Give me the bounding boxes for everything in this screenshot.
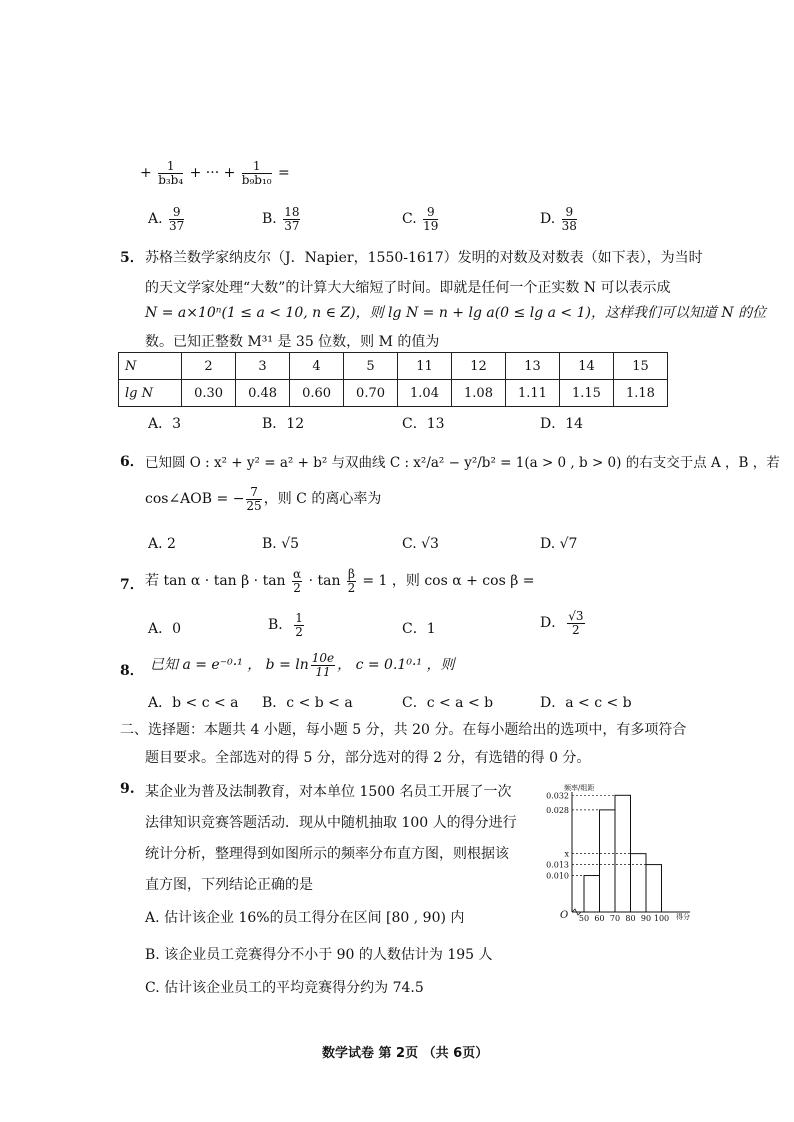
q9-option-b[interactable]: B. 该企业员工竞赛得分不小于 90 的人数估计为 195 人 xyxy=(145,947,493,963)
table-row-n xyxy=(119,353,668,380)
x-tick-label: 50 xyxy=(578,914,590,923)
section-2-line-2: 题目要求。全部选对的得 5 分，部分选对的得 2 分，有选错的得 0 分。 xyxy=(145,750,591,766)
table-cell: 0.70 xyxy=(344,380,398,407)
table-cell: 1.04 xyxy=(398,380,452,407)
y-tick-label: 0.028 xyxy=(546,805,569,815)
q4-option-c[interactable]: C. $\frac{9}{19}$ xyxy=(402,205,439,233)
x-tick-label: 100 xyxy=(653,914,670,923)
table-cell: 1.15 xyxy=(559,380,613,407)
table-cell: 0.48 xyxy=(236,380,290,407)
table-cell: 1.18 xyxy=(613,380,667,407)
q5-option-a[interactable]: A．3 xyxy=(148,416,182,432)
table-cell: 3 xyxy=(236,353,290,380)
table-cell: 12 xyxy=(452,353,506,380)
q8-number: 8． xyxy=(120,663,144,679)
q5-line-4: 数。已知正整数 M³¹ 是 35 位数，则 M 的值为 xyxy=(145,334,440,350)
q4-option-b[interactable]: B. $\frac{18}{37}$ xyxy=(262,205,300,233)
q9-option-a[interactable]: A. 估计该企业 16%的员工得分在区间 [80 , 90) 内 xyxy=(145,910,465,926)
q9-option-c[interactable]: C. 估计该企业员工的平均竞赛得分约为 74.5 xyxy=(145,980,424,996)
q6-option-c[interactable]: C. √3 xyxy=(402,536,439,552)
q6-line-1: 已知圆 O : x² + y² = a² + b² 与双曲线 C : x²/a² − y²/b² = 1(a > 0 , b > 0) 的右支交于点 A ，B ，若 xyxy=(145,455,780,471)
table-header-n: N xyxy=(119,353,182,380)
origin-label: O xyxy=(560,910,569,921)
histogram-bar xyxy=(631,854,647,912)
table-cell: 2 xyxy=(182,353,236,380)
x-tick-label: 90 xyxy=(640,914,652,923)
q7-line: 若 tan α · tan β · tan $\frac{\alpha}{2}$ · tan $\frac{\beta}{2}$ = 1 ，则 cos α + cos β = xyxy=(145,567,535,595)
x-tick-label: 80 xyxy=(625,914,636,923)
y-tick-label: x xyxy=(564,849,569,859)
table-cell: 1.08 xyxy=(452,380,506,407)
q9-line-1: 某企业为普及法制教育，对本单位 1500 名员工开展了一次 xyxy=(145,784,512,800)
q6-line-2: cos∠AOB = − $\frac{7}{25}$ ，则 C 的离心率为 xyxy=(145,485,382,513)
table-cell: 1.11 xyxy=(505,380,559,407)
top-fraction-line: + $\frac{1}{\text{b₃b₄}}$ + ··· + $\frac{1}{\text{b₉b₁₀}}$ = xyxy=(140,159,290,187)
table-cell: 4 xyxy=(290,353,344,380)
q5-number: 5． xyxy=(120,250,144,266)
q8-line: 已知 a = e⁻⁰·¹ ， b = ln $\frac{10e}{11}$ ， c = 0.1⁰·¹ ，则 xyxy=(150,651,455,679)
q7-number: 7． xyxy=(120,577,144,593)
q9-number: 9. xyxy=(120,781,135,797)
log-table xyxy=(118,352,668,407)
q5-line-3: N = a×10ⁿ(1 ≤ a < 10, n ∈ Z)，则 lg N = n + lg a(0 ≤ lg a < 1)，这样我们可以知道 N 的位 xyxy=(145,305,767,321)
section-2-line-1: 二、选择题：本题共 4 小题，每小题 5 分，共 20 分。在每小题给出的选项中，有多项符合 xyxy=(120,722,687,738)
q7-option-a[interactable]: A．0 xyxy=(148,621,182,637)
histogram-bar xyxy=(600,810,616,912)
y-tick-label: 0.010 xyxy=(546,871,569,881)
histogram-axes xyxy=(560,783,690,921)
table-cell: 11 xyxy=(398,353,452,380)
table-cell: 5 xyxy=(344,353,398,380)
q8-option-b[interactable]: B．c < b < a xyxy=(262,695,353,711)
y-tick-label: 0.013 xyxy=(546,860,569,870)
table-cell: 14 xyxy=(559,353,613,380)
histogram-bar xyxy=(584,876,600,912)
table-cell: 0.30 xyxy=(182,380,236,407)
q8-option-d[interactable]: D．a < c < b xyxy=(540,695,632,711)
q8-option-a[interactable]: A．b < c < a xyxy=(148,695,239,711)
q4-option-a[interactable]: A. $\frac{9}{37}$ xyxy=(148,205,185,233)
q4-option-d[interactable]: D. $\frac{9}{38}$ xyxy=(540,205,577,233)
q8-option-c[interactable]: C．c < a < b xyxy=(402,695,494,711)
q7-option-b[interactable]: B． $\frac{1}{2}$ xyxy=(268,611,303,639)
fraction-1: $\frac{1}{\text{b₃b₄}}$ xyxy=(158,159,184,187)
q5-option-b[interactable]: B．12 xyxy=(262,416,305,432)
q9-line-4: 直方图，下列结论正确的是 xyxy=(145,877,313,893)
table-cell: 15 xyxy=(613,353,667,380)
q6-number: 6． xyxy=(120,454,144,470)
fraction-2: $\frac{1}{\text{b₉b₁₀}}$ xyxy=(241,159,272,187)
q9-line-2: 法律知识竞赛答题活动．现从中随机抽取 100 人的得分进行 xyxy=(145,815,517,831)
q5-line-1: 苏格兰数学家纳皮尔（J．Napier，1550-1617）发明的对数及对数表（如下表），为当时 xyxy=(145,250,703,266)
y-axis-label: 频率/组距 xyxy=(564,784,595,792)
table-row-lg xyxy=(119,380,668,407)
x-tick-label: 70 xyxy=(609,914,621,923)
table-header-lg: lg N xyxy=(119,380,182,407)
q9-line-3: 统计分析，整理得到如图所示的频率分布直方图，则根据该 xyxy=(145,846,509,862)
q5-option-c[interactable]: C．13 xyxy=(402,416,445,432)
q5-line-2: 的天文学家处理“大数”的计算大大缩短了时间。即就是任何一个正实数 N 可以表示成 xyxy=(145,280,671,296)
table-cell: 0.60 xyxy=(290,380,344,407)
q6-option-a[interactable]: A. 2 xyxy=(148,536,176,552)
q7-option-c[interactable]: C．1 xyxy=(402,621,436,637)
y-tick-label: 0.032 xyxy=(546,791,569,801)
page-footer: 数学试卷 第 2页 （共 6页） xyxy=(322,1046,489,1061)
x-tick-label: 60 xyxy=(594,914,605,923)
q5-option-d[interactable]: D．14 xyxy=(540,416,584,432)
q6-option-b[interactable]: B. √5 xyxy=(262,536,300,552)
x-axis-label: 得分 xyxy=(676,913,690,921)
q6-option-d[interactable]: D. √7 xyxy=(540,536,578,552)
histogram-bar xyxy=(646,865,662,912)
table-cell: 13 xyxy=(505,353,559,380)
frequency-histogram xyxy=(520,778,704,928)
q7-option-d[interactable]: D． $\frac{√3}{2}$ xyxy=(540,609,584,637)
